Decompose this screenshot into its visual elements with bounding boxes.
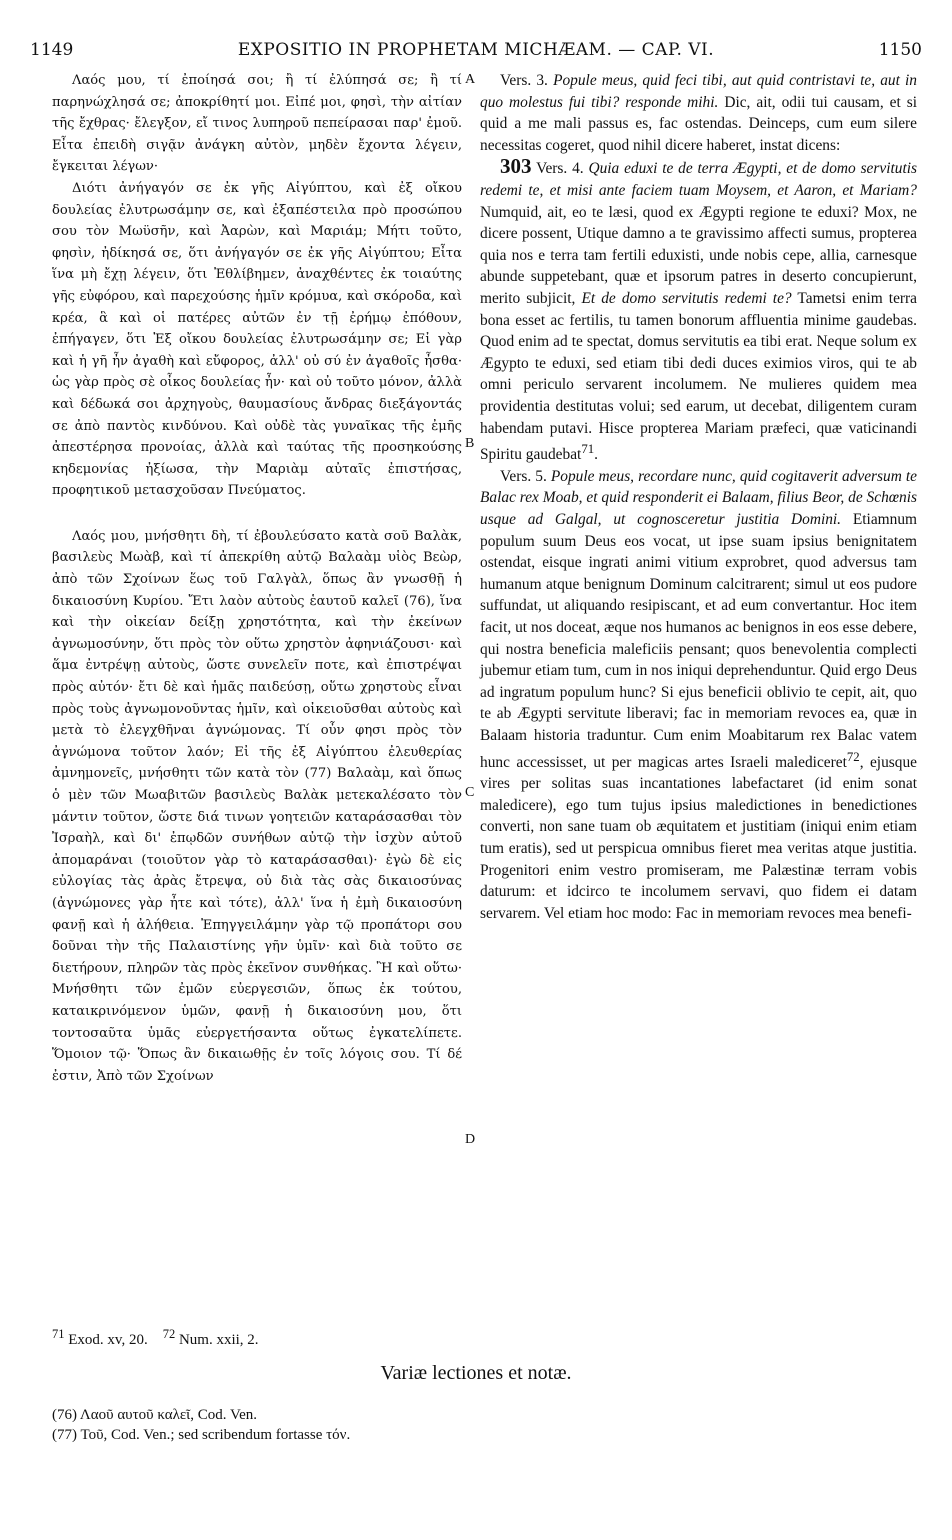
verse-heading: Vers. 5. [500, 467, 547, 485]
footnote-ref: 72 [846, 749, 860, 764]
verse-text: Et de domo servitutis redemi te? [581, 289, 792, 307]
running-title: EXPOSITIO IN PROPHETAM MICHÆAM. — CAP. VI. [237, 40, 715, 60]
page-header [30, 40, 922, 64]
commentary-text: , ejusque vires per solitas suas incantationes labefactaret (id enim sonat maledicere), ego tum tujus ipsius maledictiones in benedictiones converti, non sane tuam ob æquitatem et justitiam (iniqui enim etiam tum eratis), sed ut perspicua omnibus fieret mea veritas atque justitia. Progenitori enim vestro promiseram, me Palæstinæ terram vobis daturum: et idcirco te incolumem servavi, quo fidem ei datam servarem. Vel etiam hoc modo: Fac in memoriam revoces mea benefi- [480, 753, 917, 922]
verse-heading: Vers. 3. [500, 72, 548, 89]
verse-heading: Vers. 4. [536, 160, 584, 178]
commentary-text: Dic, ait, odii tui causam, et si quid a me mali passus es, fac ostendas. Deinceps, cum eum silere necessitas cogeret, quod nihil dicere haberet, instat dicens: [480, 93, 918, 154]
margin-letter-d: D [465, 1132, 476, 1147]
latin-paragraph: 303 Vers. 4. Quia eduxi te de terra Ægypti, et de domo servitutis redemi te, et misi ante faciem tuam Moysem, et Aaron, et Mariam? Numquid, ait, eo te læsi, quod ex Ægypti regione te eduxi? Mox, ne dicere possent, Utique damno a te gravissimo affecti sumus, propterea quia nos e terra tam fertili eduxisti, unde nobis cepe, allia, carnesque abunde suppetebant, quæ et ipsorum patres in deserto concupierunt, merito subjicit, Et de domo servitutis redemi te? Tametsi enim terra bona esset ac fertilis, tu tamen bonorum affluentia minime gaudebas. Quod enim ad te spectat, domus servitutis ea tibi erat. Neque solum ex Ægypto te eduxi, sed etiam tibi dedi duces eximios viros, qui te ab omni periculo servarent incolumem. Ne mulieres quidem mea providentia destitutas volui; sed earum, ut decebat, diligentem curam habendam putavi. Hisce propterea Mariam præfeci, quæ vaticinandi Spiritu gaudebat$^{71}$. [480, 154, 917, 464]
greek-paragraph: Λαός μου, τί ἐποίησά σοι; ἢ τί ἐλύπησά σε; ἢ τί παρηνώχλησά σε; ἀποκρίθητί μοι. Εἰπέ μοι, φησὶ, τὴν αἰτίαν τῆς ἔχθρας· ἔλεγξον, εἴ τινος λυπηροῦ πεπείρασαι παρ' ἐμοῦ. Εἶτα ἐπειδὴ σιγᾷν ἀνάγκη αὐτὸν, μηδὲν ἔχοντα λέγειν, ἔγκειται λέγων· [52, 73, 462, 175]
verse-text: Popule meus, recordare nunc, quid cogitaverit adversum te Balac rex Moab, et quid responderit ei Balaam, filius Beor, de Schœnis usque ad Galgal, ut cognosceretur justitia Domini. [480, 467, 917, 528]
footnote-text: Exod. xv, 20. [68, 1332, 148, 1348]
margin-letter-a: A [465, 72, 476, 87]
footnote-mark: 71 [52, 1327, 65, 1341]
column-number-left: 1149 [30, 40, 74, 60]
verse-text: Popule meus, quid feci tibi, aut quid contristavi te, aut in quo molestus fui tibi? responde mihi. [480, 72, 918, 111]
footnote-mark: 72 [162, 1327, 176, 1341]
latin-column [480, 70, 917, 924]
variant-note: (77) Τοῦ, Cod. Ven.; sed scribendum fortasse τόν. [52, 1427, 351, 1443]
section-number: 303 [500, 154, 532, 179]
commentary-text: Numquid, ait, eo te læsi, quod ex Ægypti regione te eduxi? Mox, ne dicere possent, Utique damno a te gravissimo affecti sumus, propterea quia nos e terra tam fertili eduxisti, unde nobis cepe, allia, carnesque abunde suppetebant, quæ et ipsorum patres in deserto concupierunt, merito subjicit, [480, 203, 917, 307]
margin-letter-c: C [465, 785, 475, 800]
commentary-text: Tametsi enim terra bona esset ac fertilis, tu tamen bonorum affluentia minime gaudebas. Quod enim ad te spectat, domus servitutis ea tibi erat. Neque solum ex Ægypto te eduxi, sed etiam tibi dedi duces eximios viros, qui te ab omni periculo servarent incolumem. Ne mulieres quidem mea providentia destitutas volui; sed earum, ut decebat, diligentem curam habendam putavi. Hisce propterea Mariam præfeci, quæ vaticinandi Spiritu gaudebat [480, 289, 917, 464]
footnotes [52, 1327, 259, 1349]
column-number-right: 1150 [878, 40, 922, 60]
latin-paragraph [480, 70, 917, 156]
latin-paragraph [480, 466, 917, 925]
commentary-text: Etiamnum populum suum Deus eos vocat, ut ipse suam ipsius benignitatem ostendat, eisque ingrati animi vitium exprobret, quod adversus tam humanum atque benignum Dominum calcitrarent; simul ut eos pudore suffundat, ut aliquando resipiscant, et ad eum convertantur. Hoc item facit, ut nos doceat, æque nos humanos ac benignos in eos esse debere, qui nostra beneficia maleficiis pensant; quos benevolentia complecti jubemur etiam tum, cum in nos iniqui deprehenduntur. Quid ergo Deus ad ingratum populum hunc? Si ejus beneficii oblivio te cepit, ait, quo te ab Ægypti servitute liberavi; fac in memoriam revoces ea, quæ in Balaam historia traduntur. Cum enim Moabitarum rex Balac vatem hunc accessisset, ut per magicas artes Israeli malediceret [480, 511, 917, 771]
greek-column [52, 70, 462, 1087]
variant-note: (76) Λαοῦ αυτοῦ καλεῖ, Cod. Ven. [52, 1407, 258, 1423]
footnote-ref: 71 [581, 442, 595, 457]
variant-notes [52, 1405, 350, 1445]
greek-paragraph: Διότι ἀνήγαγόν σε ἐκ γῆς Αἰγύπτου, καὶ ἐξ οἴκου δουλείας ἐλυτρωσάμην σε, καὶ ἐξαπέστειλα πρὸ προσώπου σου τὸν Μωϋσῆν, καὶ Ἀαρὼν, καὶ Μαριάμ; Μήτι τοῦτο, φησὶν, ἠδίκησά σε, ὅτι ἀνήγαγόν σε ἐκ γῆς Αἰγύπτου; Εἶτα ἵνα μὴ ἔχῃ λέγειν, ὅτι Ἐθλίβημεν, ἀναχθέντες ἐκ τοιαύτης γῆς εὐφόρου, καὶ παρεχούσης ἡμῖν κρόμυα, καὶ σκόροδα, καὶ κρέα, ἃ καὶ οἱ πατέρες αὐτῶν ἐν τῇ ἐρήμῳ ἐπόθουν, ἐπήγαγεν, ὅτι Ἐξ οἴκου δουλείας ἐλυτρωσάμην σε; Εἰ γὰρ καὶ ἡ γῆ ἦν ἀγαθὴ καὶ εὔφορος, ἀλλ' οὐ σύ ἐν ἀγαθοῖς ἦσθα· ὡς γὰρ πρὸς σὲ οἶκος δουλείας ἦν· καὶ οὐ τοῦτο μόνον, ἀλλὰ καὶ δέδωκά σοι ἀρχηγοὺς, θαυμασίους ἄνδρας διεξάγοντάς σε ἀπὸ παντὸς κινδύνου. Καὶ οὐδὲ τὰς γυναῖκας τῆς ἐμῆς ἀπεστέρησα προνοίας, ἀλλὰ καὶ ταύτας τῆς προσηκούσης κηδεμονίας ἠξίωσα, τὴν Μαριὰμ αὐταῖς ἐπιστήσας, προφητικοῦ μετασχοῦσαν Πνεύματος. [52, 180, 462, 499]
margin-letter-b: B [465, 436, 475, 451]
footnote-text: Num. xxii, 2. [178, 1332, 259, 1348]
verse-text: Quia eduxi te de terra Ægypti, et de domo servitutis redemi te, et misi ante faciem tuam Moysem, et Aaron, et Mariam? [480, 160, 917, 199]
greek-paragraph: Λαός μου, μνήσθητι δὴ, τί ἐβουλεύσατο κατὰ σοῦ Βαλὰκ, βασιλεὺς Μωὰβ, καὶ τί ἀπεκρίθη αὐτῷ Βαλαὰμ υἱὸς Βεὼρ, ἀπὸ τῶν Σχοίνων ἕως τοῦ Γαλγὰλ, ὅπως ἂν γνωσθῇ ἡ δικαιοσύνη Κυρίου. Ἔτι λαὸν αὐτοὺς ἑαυτοῦ καλεῖ (76), ἵνα καὶ τὴν οἰκείαν δείξῃ χρηστότητα, καὶ τὴν ἐκείνων ἀγνωμοσύνην, ὅτι πρὸς τὸν οὕτω χρηστὸν ἀφηνιάζουσι· καὶ ἅμα ἐντρέψῃ αὐτοὺς, ὥστε συνελεῖν ποτε, καὶ ἐπιστρέψαι πρὸς αὐτόν· ἔτι δὲ καὶ ἡμᾶς παιδεύσῃ, οὕτω χρηστοὺς εἶναι πρὸς τοὺς ἀγνωμονοῦντας ἡμῖν, καὶ οἰκειοῦσθαι αὐτοὺς καὶ μετὰ τὸ ἐλεγχθῆναι ἀγνώμονας. Τί οὖν φησι πρὸς τὸν ἀγνώμονα τοῦτον λαόν; Εἰ τῆς ἐξ Αἰγύπτου ἐλευθερίας ἀμνημονεῖς, μνήσθητι τῶν κατὰ τὸν (77) Βαλαὰμ, καὶ ὅπως ὁ μὲν τῶν Μωαβιτῶν βασιλεὺς Βαλὰκ μετεκαλέσατο τὸν μάντιν τοῦτον, ὥστε διά τινων γοητειῶν καταράσασθαι τὸν Ἰσραὴλ, καὶ δι' ἐπῳδῶν συνήθων αὐτῷ τὴν ἰσχὺν αὐτοῦ ἀπομαράναι (τοιοῦτον γὰρ τὸ καταράσασθαι)· ἐγὼ δὲ εἰς εὐλογίας τὰς ἀρὰς ἔτρεψα, οὐ διὰ τὰς σὰς δικαιοσύνας (ἀγνώμονες γὰρ ἦτε καὶ τότε), ἀλλ' ἵνα ἡ ἐμὴ δικαιοσύνη φανῇ καὶ ἡ ἀλήθεια. Ἐπηγγειλάμην γὰρ τῷ προπάτορι σου δοῦναι τὴν τῆς Παλαιστίνης γῆν ὑμῖν· καὶ διὰ τοῦτο σε διετήρουν, πληρῶν τὰς πρὸς ἐκεῖνον συνθήκας. Ἢ καὶ οὕτω· Μνήσθητι τῶν ἐμῶν εὐεργεσιῶν, ὅπως ἐκ τούτου, καταικρινόμενον ὑμῶν, φανῇ ἡ δικαιοσύνη μου, ὅτι τοντοσαῦτα ὑμᾶς εὐεργετήσαντα οὕτως ἐγκατελίπετε. Ὅμοιον τῷ· Ὅπως ἂν δικαιωθῇς ἐν τοῖς λόγοις σου. Τί δέ ἐστιν, Ἀπὸ τῶν Σχοίνων [52, 528, 462, 1084]
variae-heading: Variæ lectiones et notæ. [380, 1362, 572, 1384]
